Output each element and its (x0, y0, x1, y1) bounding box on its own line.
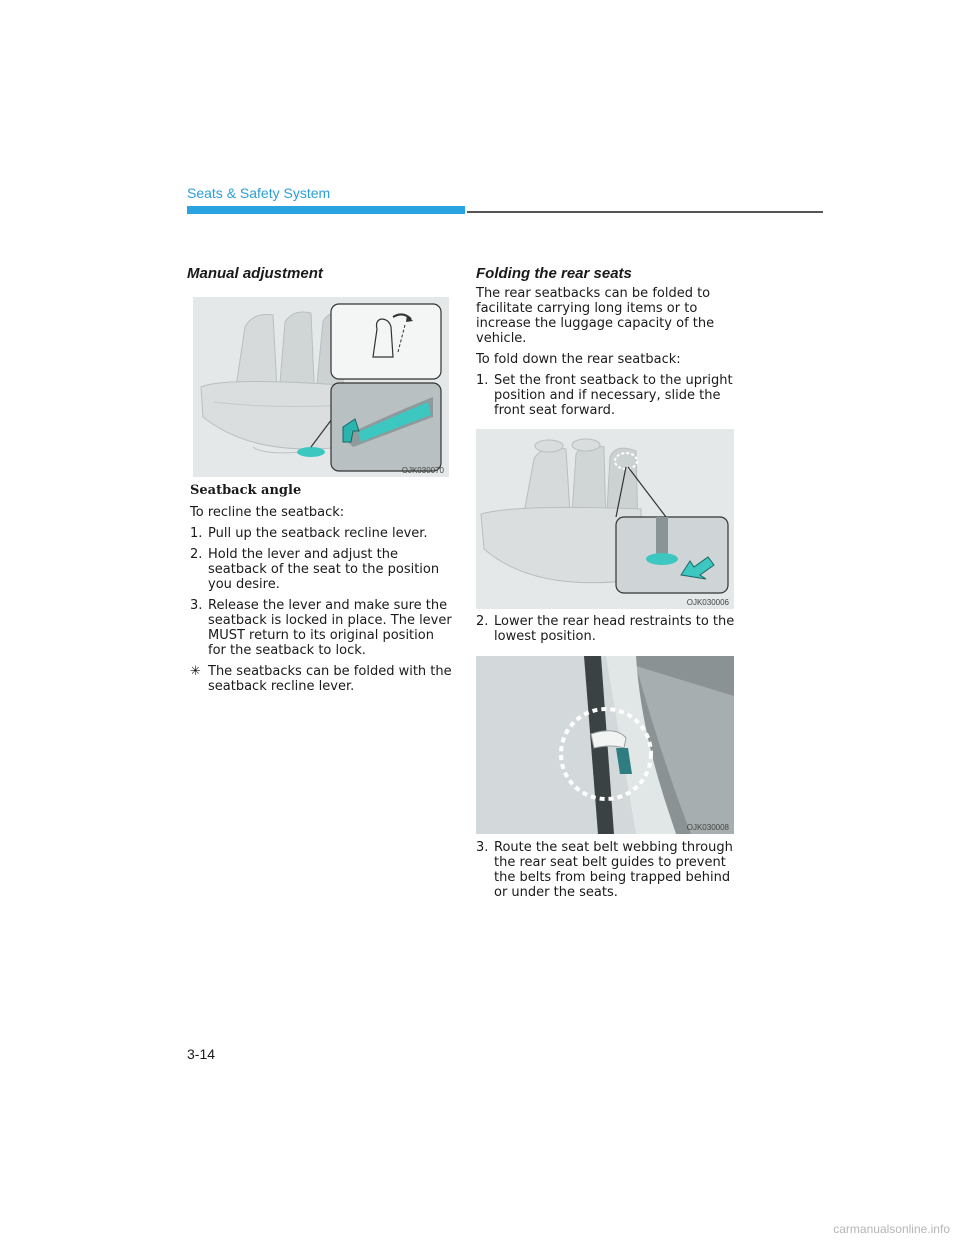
list-item: 2. Hold the lever and adjust the seatback of the seat to the position you desire. (190, 547, 440, 592)
figure-code-2: OJK030006 (686, 598, 729, 607)
page-number: 3-14 (187, 1046, 216, 1062)
manual-adjustment-title: Manual adjustment (187, 265, 323, 282)
right-body-mid (476, 614, 738, 650)
list-item: 1. Set the front seatback to the upright position and if necessary, slide the front seat forward. (476, 373, 733, 418)
rear-seat-illustration (193, 297, 449, 477)
list-item: 3. Route the seat belt webbing through the rear seat belt guides to prevent the belts from being trapped behind or under the seats. (476, 840, 733, 900)
fold-seat-figure (476, 429, 734, 609)
header-accent-bar (187, 206, 465, 214)
right-body-bottom (476, 840, 738, 906)
note: ✳ The seatbacks can be folded with the seatback recline lever. (190, 664, 452, 694)
asterisk-icon: ✳ (190, 664, 201, 679)
fold-para-2: To fold down the rear seatback: (476, 352, 681, 367)
belt-guide-figure (476, 656, 734, 834)
folding-rear-seats-title: Folding the rear seats (476, 265, 632, 282)
section-header: Seats & Safety System (187, 185, 331, 201)
list-item: 2. Lower the rear head restraints to the lowest position. (476, 614, 735, 644)
recline-intro: To recline the seatback: (190, 505, 345, 520)
fold-para-1: The rear seatbacks can be folded to facilitate carrying long items or to increase the luggage capacity of the vehicle. (476, 286, 715, 346)
rear-seat-headrest-illustration (476, 429, 734, 609)
seatback-angle-heading: Seatback angle (190, 483, 302, 498)
list-item: 1. Pull up the seatback recline lever. (190, 526, 428, 541)
right-body-top (476, 286, 738, 424)
left-body (190, 505, 452, 700)
figure-code-3: OJK030008 (686, 823, 729, 832)
watermark: carmanualsonline.info (833, 1222, 950, 1236)
seatback-recline-figure (193, 297, 449, 477)
seat-belt-guide-illustration (476, 656, 734, 834)
figure-code-1: OJK030070 (401, 466, 444, 475)
header-rule (467, 211, 823, 213)
list-item: 3. Release the lever and make sure the seatback is locked in place. The lever MUST return to its original position for the seatback to lock. (190, 598, 452, 658)
